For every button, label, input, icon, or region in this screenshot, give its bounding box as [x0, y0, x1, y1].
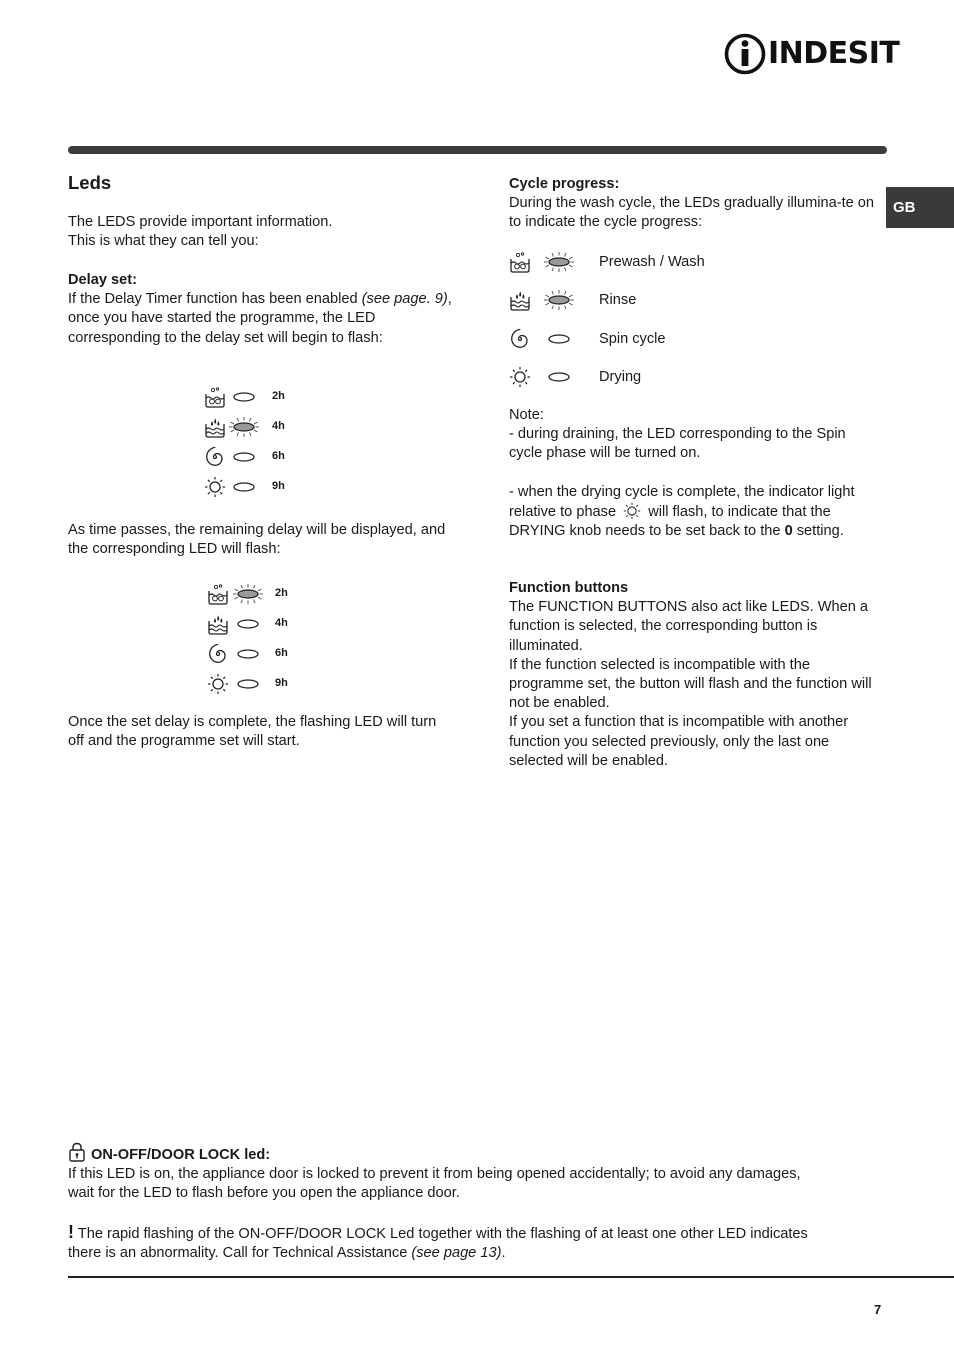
cycle-progress-heading: Cycle progress: — [509, 176, 620, 192]
lock-icon — [68, 1142, 86, 1162]
note-block — [509, 406, 879, 541]
delay-row-6h — [204, 643, 324, 667]
delay-row-4h — [204, 416, 324, 440]
note-label: Note: — [509, 407, 544, 423]
section-title: Leds — [68, 172, 112, 193]
rinse-icon — [204, 416, 226, 438]
cycle-phase-label: Drying — [599, 369, 642, 385]
led-indicator-icon — [230, 673, 266, 695]
function-buttons-block — [509, 579, 879, 771]
led-indicator-icon — [230, 643, 266, 665]
complete-text-body: Once the set delay is complete, the flashing LED will turn off and the programme set will start. — [68, 714, 437, 750]
function-line-3: If you set a function that is incompatible with another function you selected previously, only the last one selected will be enabled. — [509, 714, 849, 769]
note-draining: - during draining, the LED corresponding to the Spin cycle phase will be turned on. — [509, 426, 846, 462]
drying-icon — [207, 673, 229, 695]
warning-mark: ! — [68, 1221, 74, 1242]
delay-page-ref: (see page. 9) — [361, 291, 448, 308]
led-indicator-icon — [541, 366, 577, 388]
warning-text: The rapid flashing of the ON-OFF/DOOR LOCK Led together with the flashing of at least one other LED indicates there is an abnormality. Call for Technical Assistance — [68, 1225, 808, 1261]
drying-icon — [509, 366, 531, 388]
prewash-wash-icon — [509, 251, 531, 273]
passing-text-body: As time passes, the remaining delay will be displayed, and the corresponding LED will flash: — [68, 522, 446, 558]
note-drying-end: setting. — [792, 523, 844, 540]
intro-line-1: The LEDS provide important information. — [68, 214, 333, 230]
page-number: 7 — [874, 1302, 882, 1317]
delay-label: 9h — [275, 677, 288, 689]
led-indicator-icon — [226, 386, 262, 408]
door-lock-spacer — [68, 1204, 828, 1223]
delay-row-9h — [204, 673, 324, 697]
led-flashing-icon — [541, 289, 577, 311]
warning-end: . — [501, 1245, 506, 1261]
delay-label: 6h — [275, 647, 288, 659]
indesit-logo-icon — [724, 33, 766, 75]
delay-row-2h — [204, 386, 324, 410]
function-line-1: The FUNCTION BUTTONS also act like LEDS. When a function is selected, the corresponding button is illuminated. — [509, 599, 868, 654]
delay-label: 2h — [272, 390, 285, 402]
cycle-progress-text: During the wash cycle, the LEDs gradually illumina-te on to indicate the cycle progress: — [509, 195, 875, 231]
led-flashing-icon — [541, 251, 577, 273]
drying-icon — [620, 502, 644, 520]
spin-icon — [207, 643, 229, 665]
rinse-icon — [509, 289, 531, 311]
warning-page-ref: (see page 13) — [411, 1245, 502, 1261]
door-lock-heading: ON-OFF/DOOR LOCK led: — [91, 1147, 271, 1163]
door-lock-text: If this LED is on, the appliance door is locked to prevent it from being opened accidentally; to avoid any damages, wait for the LED to flash before you open the appliance door. — [68, 1166, 801, 1202]
delay-label: 4h — [275, 617, 288, 629]
leds-intro — [68, 213, 453, 251]
delay-row-2h — [204, 583, 324, 607]
led-indicator-icon — [226, 446, 262, 468]
spin-icon — [204, 446, 226, 468]
note-spacer — [509, 464, 879, 483]
cycle-phase-prewash — [509, 251, 809, 275]
spin-icon — [509, 328, 531, 350]
led-indicator-icon — [226, 476, 262, 498]
note-drying-after: will flash, to indicate that the DRYING knob needs to be set back to the — [509, 504, 831, 540]
note-drying — [509, 483, 879, 542]
delay-label: 2h — [275, 587, 288, 599]
prewash-wash-icon — [207, 583, 229, 605]
delay-set-heading: Delay set: — [68, 272, 137, 288]
delay-row-4h — [204, 613, 324, 637]
brand-logo-text: INDESIT — [768, 36, 900, 71]
led-flashing-icon — [230, 583, 266, 605]
door-lock-heading-line — [68, 1142, 828, 1165]
prewash-wash-icon — [204, 386, 226, 408]
brand-logo — [724, 33, 900, 75]
led-indicator-icon — [230, 613, 266, 635]
door-lock-block — [68, 1142, 828, 1263]
led-flashing-icon — [226, 416, 262, 438]
note-drying-before: - when the drying cycle is complete, the indicator light relative to phase — [509, 483, 855, 520]
complete-text — [68, 713, 453, 751]
delay-set-text — [68, 290, 453, 348]
led-indicator-icon — [541, 328, 577, 350]
drying-icon — [204, 476, 226, 498]
delay-label: 6h — [272, 450, 285, 462]
rinse-icon — [207, 613, 229, 635]
language-tab — [886, 187, 954, 228]
header-rule — [68, 146, 887, 154]
delay-label: 9h — [272, 480, 285, 492]
language-tab-label: GB — [893, 199, 916, 216]
delay-label: 4h — [272, 420, 285, 432]
note-drying-zero: 0 — [784, 523, 793, 540]
intro-line-2: This is what they can tell you: — [68, 233, 259, 250]
cycle-phase-label: Rinse — [599, 292, 637, 308]
delay-row-6h — [204, 446, 324, 470]
cycle-phase-label: Prewash / Wash — [599, 254, 705, 270]
door-lock-warning — [68, 1223, 828, 1263]
cycle-phase-label: Spin cycle — [599, 331, 666, 347]
cycle-phase-drying — [509, 366, 809, 390]
delay-row-9h — [204, 476, 324, 500]
passing-text — [68, 521, 453, 559]
function-line-2: If the function selected is incompatible with the programme set, the button will flash and the function will not be enabled. — [509, 656, 872, 712]
footer-rule — [68, 1276, 954, 1278]
function-buttons-heading: Function buttons — [509, 580, 629, 596]
cycle-progress-block — [509, 175, 879, 233]
delay-text-before: If the Delay Timer function has been enabled — [68, 291, 362, 308]
delay-set-block — [68, 271, 453, 348]
cycle-phase-rinse — [509, 289, 809, 313]
delay-text-after: , once you have started the programme, the LED corresponding to the delay set will begin to flash: — [68, 291, 452, 346]
cycle-phase-spin — [509, 328, 809, 352]
